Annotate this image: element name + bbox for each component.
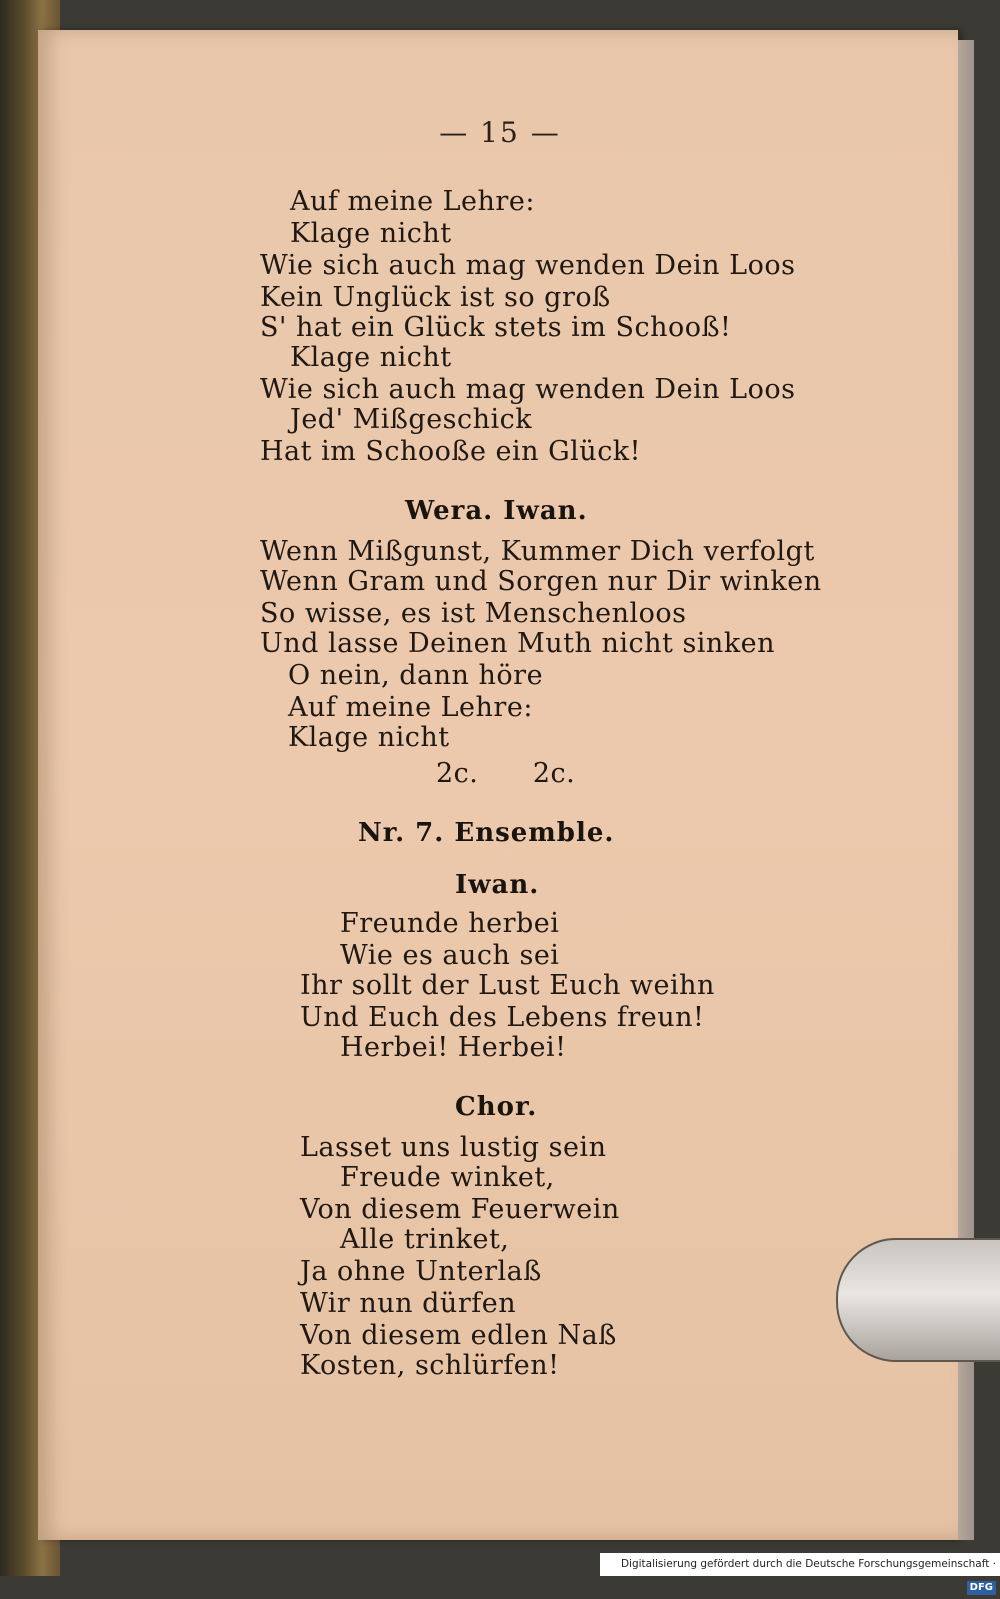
verse-line: Und lasse Deinen Muth nicht sinken (260, 628, 776, 659)
verse-line: Von diesem edlen Naß (300, 1320, 617, 1351)
footer-text: Digitalisierung gefördert durch die Deutsche Forschungsgemeinschaft · (620, 1558, 996, 1570)
verse-line: Kosten, schlürfen! (300, 1350, 560, 1381)
verse-line: Hat im Schooße ein Glück! (260, 436, 642, 467)
verse-line: Auf meine Lehre: (288, 692, 533, 723)
verse-line: S' hat ein Glück stets im Schooß! (260, 312, 732, 343)
verse-line: Auf meine Lehre: (290, 186, 535, 217)
verse-line: Wie es auch sei (340, 940, 560, 971)
verse-line: So wisse, es ist Menschenloos (260, 598, 687, 629)
verse-line: Ihr sollt der Lust Euch weihn (300, 970, 715, 1001)
verse-line: Ja ohne Unterlaß (300, 1256, 542, 1287)
verse-line: Wir nun dürfen (300, 1288, 517, 1319)
verse-line: Freude winket, (340, 1162, 555, 1193)
dfg-logo: DFG (967, 1581, 996, 1595)
verse-line: Klage nicht (290, 218, 452, 249)
verse-line: Und Euch des Lebens freun! (300, 1002, 705, 1033)
verse-line: Wie sich auch mag wenden Dein Loos (260, 374, 796, 405)
digitization-footer (600, 1553, 1000, 1593)
section-heading: Nr. 7. Ensemble. (358, 818, 615, 848)
verse-line: Alle trinket, (340, 1224, 510, 1255)
verse-line: Wie sich auch mag wenden Dein Loos (260, 250, 796, 281)
speaker-heading: Iwan. (455, 870, 540, 900)
verse-line: Freunde herbei (340, 908, 560, 939)
verse-line: Jed' Mißgeschick (290, 404, 533, 435)
verse-line: Wenn Mißgunst, Kummer Dich verfolgt (260, 536, 815, 567)
verse-line: Von diesem Feuerwein (300, 1194, 620, 1225)
verse-line: Wenn Gram und Sorgen nur Dir winken (260, 566, 822, 597)
speaker-heading: Chor. (455, 1092, 538, 1122)
paper-clip (836, 1238, 1000, 1362)
verse-line: Herbei! Herbei! (340, 1032, 567, 1063)
verse-line: Klage nicht (290, 342, 452, 373)
verse-line: Lasset uns lustig sein (300, 1132, 607, 1163)
etc-marks: 2c. 2c. (436, 758, 576, 789)
page-number: — 15 — (439, 116, 561, 149)
verse-line: O nein, dann höre (288, 660, 544, 691)
speaker-heading: Wera. Iwan. (405, 496, 588, 526)
verse-line: Kein Unglück ist so groß (260, 282, 611, 313)
verse-line: Klage nicht (288, 722, 450, 753)
